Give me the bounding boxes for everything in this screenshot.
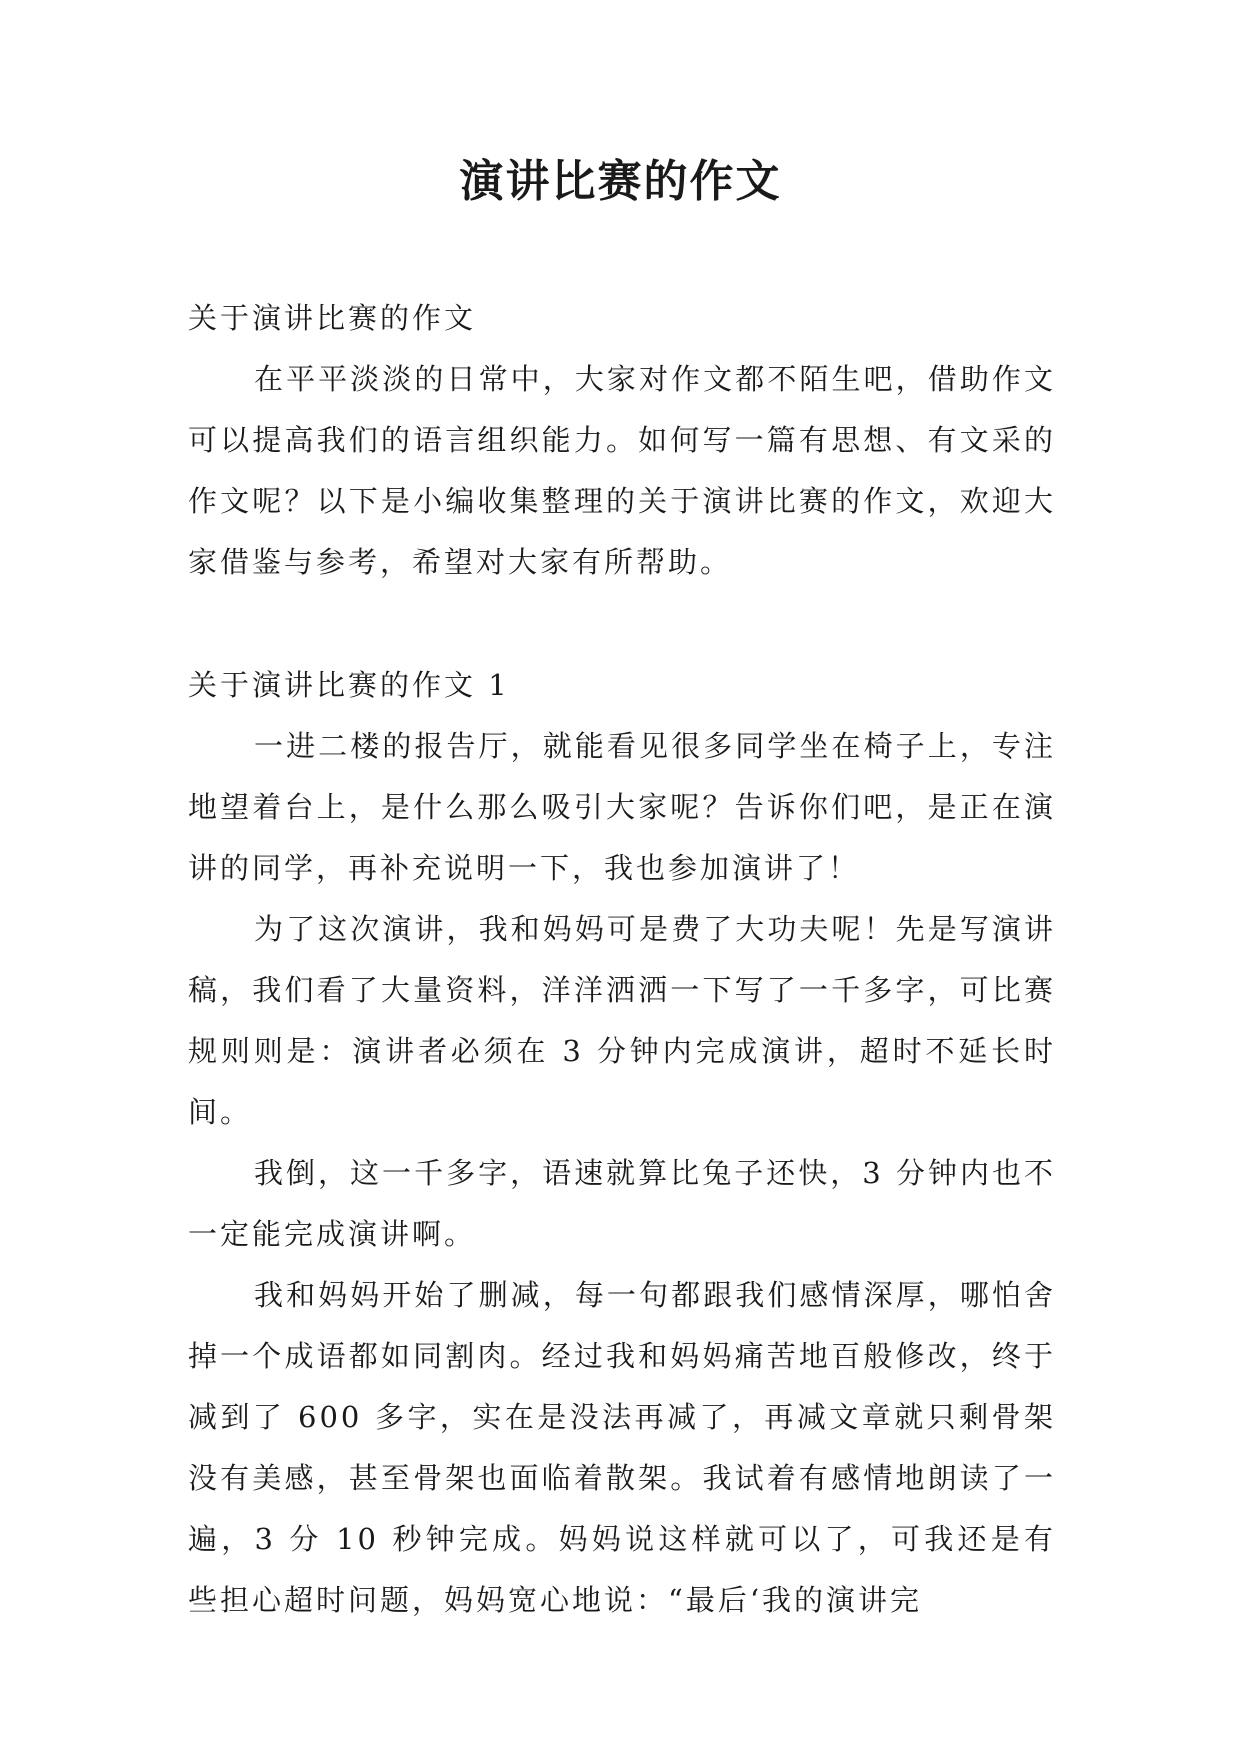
section-heading: 关于演讲比赛的作文 1 bbox=[188, 668, 510, 702]
document-title: 演讲比赛的作文 bbox=[459, 156, 782, 207]
intro-heading: 关于演讲比赛的作文 bbox=[188, 301, 477, 335]
body-paragraph: 为了这次演讲，我和妈妈可是费了大功夫呢！先是写演讲稿，我们看了大量资料，洋洋洒洒一下写了一千多字，可比赛规则则是：演讲者必须在 3 分钟内完成演讲，超时不延长时间。 bbox=[188, 912, 1056, 1129]
section-spacer bbox=[188, 593, 1056, 655]
body-paragraph: 我和妈妈开始了删减，每一句都跟我们感情深厚，哪怕舍掉一个成语都如同割肉。经过我和妈妈痛苦地百般修改，终于减到了 600 多字，实在是没法再减了，再减文章就只剩骨架没有美感，甚至骨架也面临着散架。我试着有感情地朗读了一遍，3 分 10 秒钟完成。妈妈说这样就可以了，可我还是有些担心超时问题，妈妈宽心地说：“最后‘我的演讲完 bbox=[188, 1278, 1056, 1617]
document-body bbox=[188, 288, 1056, 1631]
body-paragraph: 我倒，这一千多字，语速就算比兔子还快，3 分钟内也不一定能完成演讲啊。 bbox=[188, 1156, 1056, 1251]
intro-paragraph: 在平平淡淡的日常中，大家对作文都不陌生吧，借助作文可以提高我们的语言组织能力。如何写一篇有思想、有文采的作文呢？以下是小编收集整理的关于演讲比赛的作文，欢迎大家借鉴与参考，希望对大家有所帮助。 bbox=[188, 362, 1056, 579]
body-paragraph: 一进二楼的报告厅，就能看见很多同学坐在椅子上，专注地望着台上，是什么那么吸引大家呢？告诉你们吧，是正在演讲的同学，再补充说明一下，我也参加演讲了！ bbox=[188, 729, 1056, 885]
